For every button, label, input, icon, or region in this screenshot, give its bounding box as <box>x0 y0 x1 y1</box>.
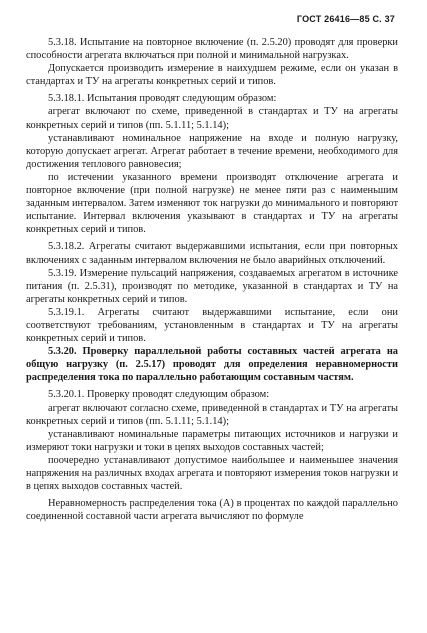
paragraph-5-3-19-1: 5.3.19.1. Агрегаты считают выдержавшими испытание, если они соответствуют требованиям, установленным в стандартах и ТУ на агрегаты конкретных серий и типов. <box>26 306 398 345</box>
paragraph-5-3-18: 5.3.18. Испытание на повторное включение (п. 2.5.20) проводят для проверки способности агрегата включаться при полной и минимальной нагрузках. <box>26 37 398 62</box>
paragraph-step-alternate: поочередно устанавливают допустимое наибольшее и наименьшее значения напряжения на различных входах агрегата и повторяют измерения токов нагрузки и в цепях выходов составных частей. <box>26 454 398 493</box>
paragraph-step-set-nominal: устанавливают номинальное напряжение на входе и полную нагрузку, которую допускает агрегат. Агрегат работает в течение времени, необходимого для достижения теплового равновесия; <box>26 132 398 170</box>
paragraph-5-3-18-1: 5.3.18.1. Испытания проводят следующим образом: <box>48 93 277 105</box>
paragraph-5-3-18-2: 5.3.18.2. Агрегаты считают выдержавшими испытания, если при повторных включениях с заданным интервалом включения не было аварийных отключений. <box>26 241 398 266</box>
paragraph-5-3-20-1: 5.3.20.1. Проверку проводят следующим образом: <box>48 389 270 401</box>
paragraph-5-3-19: 5.3.19. Измерение пульсаций напряжения, создаваемых агрегатом в источнике питания (п. 2.5.31), производят по методике, указанной в стандартах и ТУ на агрегаты конкретных серий и типов. <box>26 267 398 305</box>
paragraph-step-reswitch: по истечении указанного времени производят отключение агрегата и повторное включение (при полной нагрузке) не менее пяти раз с наименьшим заданным интервалом. Затем изменяют ток нагрузки до минимального и повторяют испытание. Интервал включения указывают в стандартах и ТУ на агрегаты конкретных серий и типов. <box>26 171 398 236</box>
paragraph-step-connect-2: агрегат включают согласно схеме, приведенной в стандартах и ТУ на агрегаты конкретных серий и типов (пп. 5.1.11; 5.1.14); <box>26 402 398 427</box>
page-header: ГОСТ 26416—85 С. 37 <box>296 14 395 24</box>
paragraph-formula-intro: Неравномерность распределения тока (A) в процентах по каждой параллельно соединенной составной части агрегата вычисляют по формуле <box>26 498 398 523</box>
paragraph-step-set-params: устанавливают номинальные параметры питающих источников и нагрузки и измеряют токи нагрузки и токи в цепях выходов составных частей; <box>26 428 398 453</box>
paragraph-5-3-20: 5.3.20. Проверку параллельной работы составных частей агрегата на общую нагрузку (п. 2.5.17) проводят для определения неравномерности распределения тока по параллельно работающим составным частям. <box>26 346 398 384</box>
paragraph-allowance: Допускается производить измерение в наихудшем режиме, если он указан в стандартах и ТУ на агрегаты конкретных серий и типов. <box>26 63 398 88</box>
paragraph-step-connect: агрегат включают по схеме, приведенной в стандартах и ТУ на агрегаты конкретных серий и типов (пп. 5.1.11; 5.1.14); <box>26 106 398 131</box>
page-body <box>26 36 398 523</box>
